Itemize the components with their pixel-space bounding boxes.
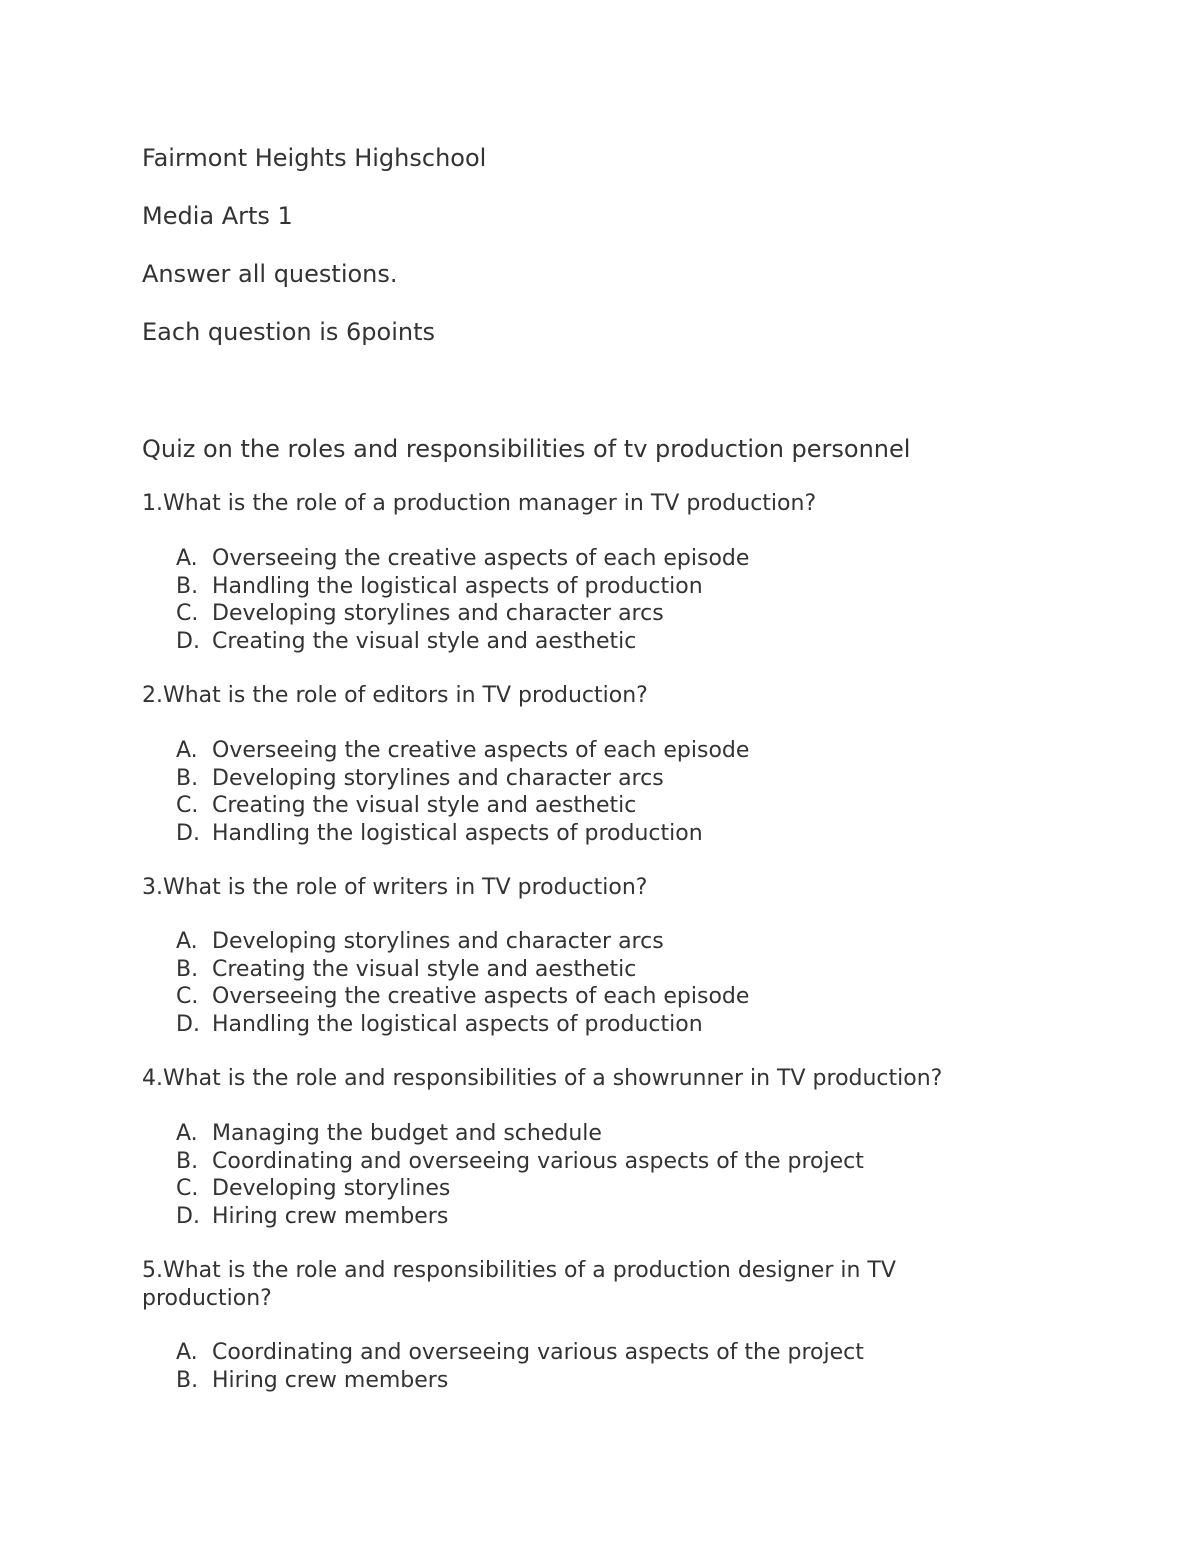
option-d [176, 1203, 864, 1231]
question-5: 5.What is the role and responsibilities of a production designer in TV production? [142, 1258, 896, 1311]
option-c [176, 1175, 864, 1203]
option-text: Hiring crew members [212, 1203, 449, 1229]
option-letter: B. [176, 1148, 199, 1174]
option-text: Creating the visual style and aesthetic [212, 793, 637, 818]
option-a [176, 928, 749, 956]
course-name: Media Arts 1 [142, 202, 293, 230]
option-letter: C. [176, 601, 199, 626]
option-letter: B. [176, 573, 199, 599]
option-b [176, 1148, 864, 1176]
option-letter: A. [176, 1121, 198, 1146]
option-c [176, 983, 749, 1011]
option-letter: A. [176, 929, 198, 954]
option-letter: B. [176, 765, 199, 791]
option-letter: D. [176, 820, 200, 846]
option-letter: C. [176, 793, 199, 818]
question-5-options [176, 1339, 864, 1394]
option-letter: B. [176, 1367, 199, 1393]
option-text: Developing storylines and character arcs [212, 929, 664, 954]
option-letter: D. [176, 1203, 200, 1229]
option-b [176, 1367, 864, 1395]
option-a [176, 737, 749, 765]
option-text: Creating the visual style and aesthetic [212, 956, 637, 982]
option-text: Overseeing the creative aspects of each episode [212, 546, 750, 571]
option-d [176, 820, 749, 848]
question-4: 4.What is the role and responsibilities of a showrunner in TV production? [142, 1066, 943, 1091]
points-note: Each question is 6points [142, 318, 436, 346]
option-c [176, 792, 749, 820]
quiz-title: Quiz on the roles and responsibilities of tv production personnel [142, 435, 911, 463]
option-letter: A. [176, 546, 198, 571]
option-text: Managing the budget and schedule [212, 1121, 602, 1146]
option-text: Handling the logistical aspects of production [212, 1011, 703, 1037]
option-letter: B. [176, 956, 199, 982]
option-text: Overseeing the creative aspects of each episode [212, 984, 750, 1009]
option-letter: A. [176, 1340, 198, 1365]
option-text: Developing storylines and character arcs [212, 601, 664, 626]
option-a [176, 1339, 864, 1367]
option-text: Overseeing the creative aspects of each episode [212, 738, 750, 763]
option-c [176, 600, 749, 628]
question-1-options [176, 545, 749, 655]
option-d [176, 628, 749, 656]
question-4-options [176, 1120, 864, 1230]
option-letter: A. [176, 738, 198, 763]
question-1: 1.What is the role of a production manager in TV production? [142, 491, 817, 516]
school-name: Fairmont Heights Highschool [142, 144, 487, 172]
option-letter: D. [176, 628, 200, 654]
option-letter: C. [176, 1176, 199, 1201]
option-a [176, 1120, 864, 1148]
option-text: Coordinating and overseeing various aspects of the project [212, 1148, 864, 1174]
option-text: Developing storylines [212, 1176, 451, 1201]
instructions: Answer all questions. [142, 260, 398, 288]
option-text: Coordinating and overseeing various aspects of the project [212, 1340, 864, 1365]
option-letter: D. [176, 1011, 200, 1037]
option-text: Handling the logistical aspects of production [212, 820, 703, 846]
option-text: Handling the logistical aspects of production [212, 573, 703, 599]
option-letter: C. [176, 984, 199, 1009]
option-text: Hiring crew members [212, 1367, 449, 1393]
question-2-options [176, 737, 749, 847]
option-text: Creating the visual style and aesthetic [212, 628, 637, 654]
question-3-options [176, 928, 749, 1038]
option-b [176, 956, 749, 984]
option-b [176, 573, 749, 601]
option-d [176, 1011, 749, 1039]
option-b [176, 765, 749, 793]
question-3: 3.What is the role of writers in TV production? [142, 875, 648, 900]
option-text: Developing storylines and character arcs [212, 765, 664, 791]
option-a [176, 545, 749, 573]
question-2: 2.What is the role of editors in TV production? [142, 683, 648, 708]
